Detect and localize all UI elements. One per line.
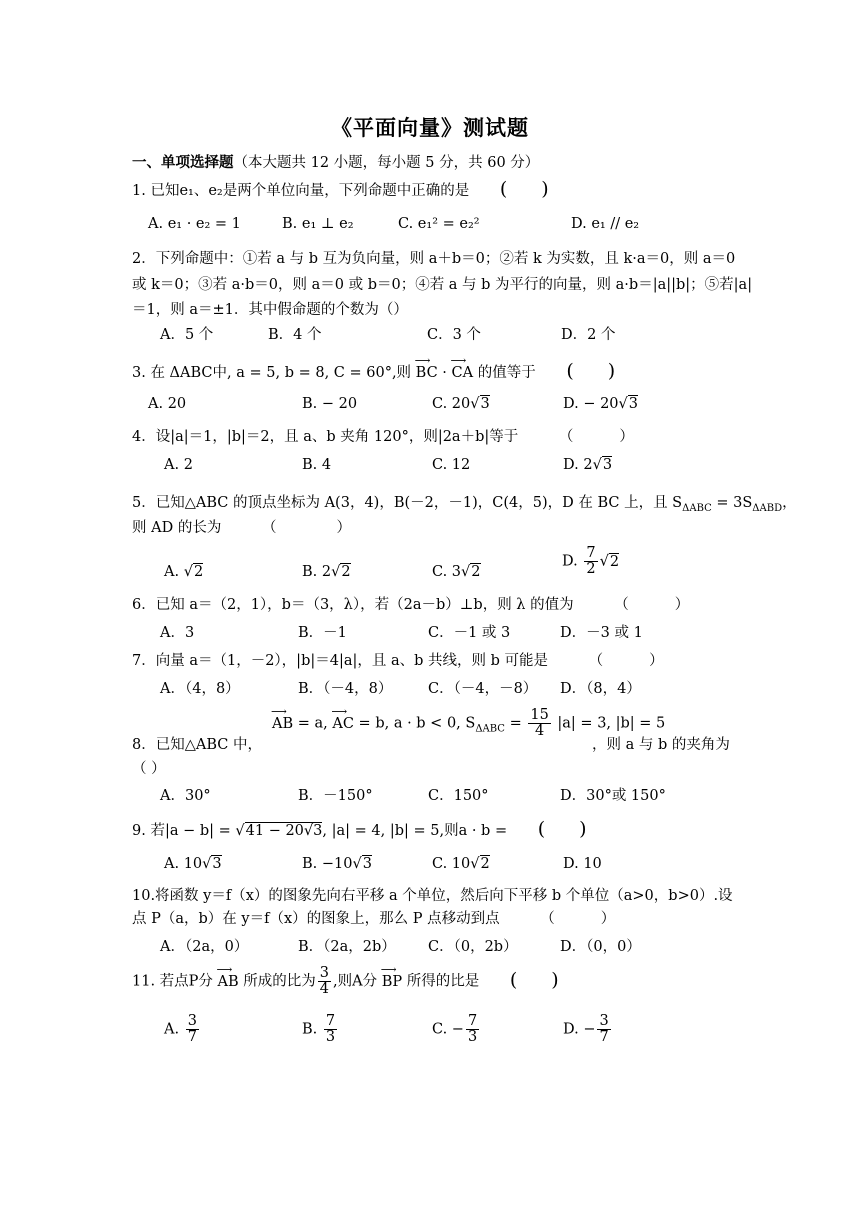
- question-9: 9. 若|a − b| = √41 − 20√3, |a| = 4, |b| = 5,则a · b = ( ): [132, 818, 587, 840]
- question-11-stem: 11. 若点P分: [132, 973, 218, 990]
- option-a: A．（4，8）: [160, 681, 240, 697]
- option-d: D．30°或 150°: [560, 788, 666, 804]
- question-5-stem: 5．已知△ABC 的顶点坐标为 A(3，4)，B(－2，－1)，C(4，5)，D 在 BC 上，且 S: [132, 495, 683, 511]
- option-c: C. 10√2: [432, 856, 490, 872]
- option-b: B. e₁ ⊥ e₂: [282, 216, 354, 232]
- formula-part: |a| = 3, |b| = 5: [552, 715, 666, 732]
- subscript: ΔABC: [475, 723, 505, 735]
- question-5-stem-2: 则 AD 的长为: [132, 520, 222, 536]
- option-b: B. − 20: [302, 396, 358, 412]
- question-4: [132, 425, 634, 446]
- question-9-stem-tail: , |a| = 4, |b| = 5,则a · b =: [322, 823, 508, 839]
- formula-part: ,则A分: [333, 973, 382, 990]
- option-a: A．（2a，0）: [160, 939, 249, 955]
- question-5-line-2: [132, 516, 351, 537]
- option-c: C．150°: [428, 788, 489, 804]
- question-7: [132, 649, 664, 670]
- option-b: B．－1: [298, 625, 347, 641]
- question-9-options: [0, 856, 860, 880]
- option-b: B. $\frac{7}{3}$: [302, 1013, 336, 1046]
- question-3-stem: 3. 在 ΔABC中, a = 5, b = 8, C = 60°,则: [132, 365, 416, 381]
- vector-ac: ⟶ AC: [332, 716, 354, 732]
- question-10-line-2: [132, 907, 615, 928]
- subscript: ΔABD: [752, 502, 783, 514]
- fraction: $\frac{15}{4}$: [530, 707, 549, 740]
- option-a: A. e₁ · e₂ = 1: [148, 216, 241, 232]
- question-10-line-1: 10.将函数 y＝f（x）的图象先向右平移 a 个单位，然后向下平移 b 个单位（a>0，b>0）.设: [132, 888, 733, 904]
- option-d: D．（8，4）: [560, 681, 641, 697]
- answer-paren: ( ): [537, 818, 587, 840]
- radical: 41 − 20√3: [245, 823, 323, 839]
- question-6: [132, 593, 689, 614]
- formula-part: 所得的比是: [402, 973, 480, 990]
- question-8-tail: ，则 a 与 b 的夹角为: [592, 737, 730, 753]
- option-d: D．－3 或 1: [560, 625, 643, 641]
- option-d: D. 10: [563, 856, 602, 872]
- question-7-options: [0, 677, 860, 701]
- question-1-stem: 1. 已知e₁、e₂是两个单位向量，下列命题中正确的是: [132, 183, 470, 199]
- subscript: ΔABC: [682, 502, 712, 514]
- formula-part: = b, a · b < 0, S: [353, 715, 476, 732]
- option-c: C．－1 或 3: [428, 625, 511, 641]
- option-a: A. $\frac{3}{7}$: [164, 1013, 197, 1046]
- option-a: A．3: [160, 625, 195, 641]
- option-a: A. √2: [164, 564, 204, 580]
- question-8-line-1: 8．已知△ABC 中，: [132, 737, 262, 753]
- option-b: B. 4: [302, 457, 332, 473]
- option-a: A．5 个: [160, 327, 214, 343]
- option-c: C. − $\frac{7}{3}$: [432, 1013, 478, 1046]
- question-3-stem-tail: 的值等于: [473, 365, 536, 381]
- option-d: D. − 20√3: [563, 396, 639, 412]
- formula-part: 所成的比为: [238, 973, 316, 990]
- vector-ab: ⟶ AB: [272, 716, 293, 732]
- option-c: C．（0，2b）: [428, 939, 518, 955]
- vector-bc: ⟶ BC: [416, 365, 438, 381]
- option-c: C. 12: [432, 457, 471, 473]
- option-b: B. 2√2: [302, 564, 351, 580]
- question-5-line-1: [132, 491, 797, 514]
- question-2-options: [0, 323, 860, 347]
- question-2-line-2: 或 k＝0；③若 a·b＝0，则 a＝0 或 b＝0；④若 a 与 b 为平行的向量，则 a·b＝|a||b|；⑤若|a|: [132, 277, 753, 293]
- answer-paren: ( ): [509, 968, 559, 991]
- section-heading-text: 一、单项选择题: [132, 154, 234, 171]
- option-b: B．（－4，8）: [298, 681, 393, 697]
- answer-paren: ( ): [499, 178, 549, 200]
- page-title: 《平面向量》测试题: [331, 115, 529, 140]
- answer-paren: （ ）: [540, 911, 616, 927]
- option-c: C. 3√2: [432, 564, 481, 580]
- option-c: C．3 个: [427, 327, 481, 343]
- question-3-options: [0, 396, 860, 420]
- option-d: D. − $\frac{3}{7}$: [563, 1013, 609, 1046]
- question-7-stem: 7．向量 a＝（1，－2），|b|＝4|a|，且 a、b 共线，则 b 可能是: [132, 653, 549, 669]
- option-b: B．－150°: [298, 788, 373, 804]
- formula-part: = a,: [293, 715, 333, 732]
- option-d: D．（0，0）: [560, 939, 641, 955]
- option-d: D. $\frac{7}{2}$ √2: [562, 545, 620, 578]
- question-8-options: [0, 784, 860, 808]
- question-1-options: [0, 216, 860, 240]
- section-heading: [132, 151, 539, 172]
- question-1: [132, 178, 549, 200]
- option-d: D. e₁ // e₂: [571, 216, 640, 232]
- question-2-line-1: 2．下列命题中：①若 a 与 b 互为负向量，则 a＋b＝0；②若 k 为实数，且 k·a＝0，则 a＝0: [132, 251, 736, 267]
- question-9-stem: 9. 若|a − b| =: [132, 823, 236, 839]
- question-4-stem: 4．设|a|＝1，|b|＝2，且 a、b 夹角 120°，则|2a＋b|等于: [132, 429, 519, 445]
- question-5-options: [0, 545, 860, 582]
- option-c: C. e₁² = e₂²: [398, 216, 480, 232]
- option-a: A. 20: [148, 396, 187, 412]
- section-note: （本大题共 12 小题，每小题 5 分，共 60 分）: [233, 155, 540, 171]
- question-11: [132, 966, 559, 997]
- option-b: B．4 个: [268, 327, 322, 343]
- question-3: 3. 在 ΔABC中, a = 5, b = 8, C = 60°,则 ⟶ BC · ⟶ CA 的值等于 ( ): [132, 360, 615, 382]
- question-10-stem: 点 P（a，b）在 y＝f（x）的图象上，那么 P 点移动到点: [132, 911, 500, 927]
- question-2-line-3: ＝1，则 a＝±1．其中假命题的个数为（）: [132, 302, 408, 318]
- option-b: B. −10√3: [302, 856, 372, 872]
- fraction: $\frac{3}{4}$: [319, 965, 330, 998]
- formula-part: =: [504, 715, 527, 732]
- question-6-stem: 6．已知 a＝（2，1），b＝（3，λ），若（2a－b）⊥b，则 λ 的值为: [132, 597, 574, 613]
- question-8-paren: （ ）: [132, 761, 166, 777]
- question-10-options: [0, 935, 860, 959]
- answer-paren: （ ）: [614, 597, 690, 613]
- formula-part: = 3S: [711, 495, 753, 511]
- option-d: D. 2√3: [563, 457, 613, 473]
- option-a: A. 2: [164, 457, 193, 473]
- option-a: A. 10√3: [164, 856, 222, 872]
- option-d: D．2 个: [561, 327, 616, 343]
- option-a: A．30°: [160, 788, 211, 804]
- question-11-options: [0, 1013, 860, 1046]
- vector-ab: ⟶ AB: [218, 974, 239, 990]
- answer-paren: ( ): [566, 360, 616, 382]
- question-6-options: [0, 621, 860, 645]
- option-b: B．（2a，2b）: [298, 939, 396, 955]
- formula-part: ，: [782, 495, 797, 511]
- answer-paren: （ ）: [558, 429, 634, 445]
- vector-ca: ⟶ CA: [452, 365, 474, 381]
- option-c: C．（－4，－8）: [428, 681, 538, 697]
- answer-paren: （ ）: [588, 653, 664, 669]
- answer-paren: （ ）: [261, 520, 351, 536]
- option-c: C. 20√3: [432, 396, 490, 412]
- vector-bp: ⟶ BP: [382, 974, 402, 990]
- question-4-options: [0, 457, 860, 481]
